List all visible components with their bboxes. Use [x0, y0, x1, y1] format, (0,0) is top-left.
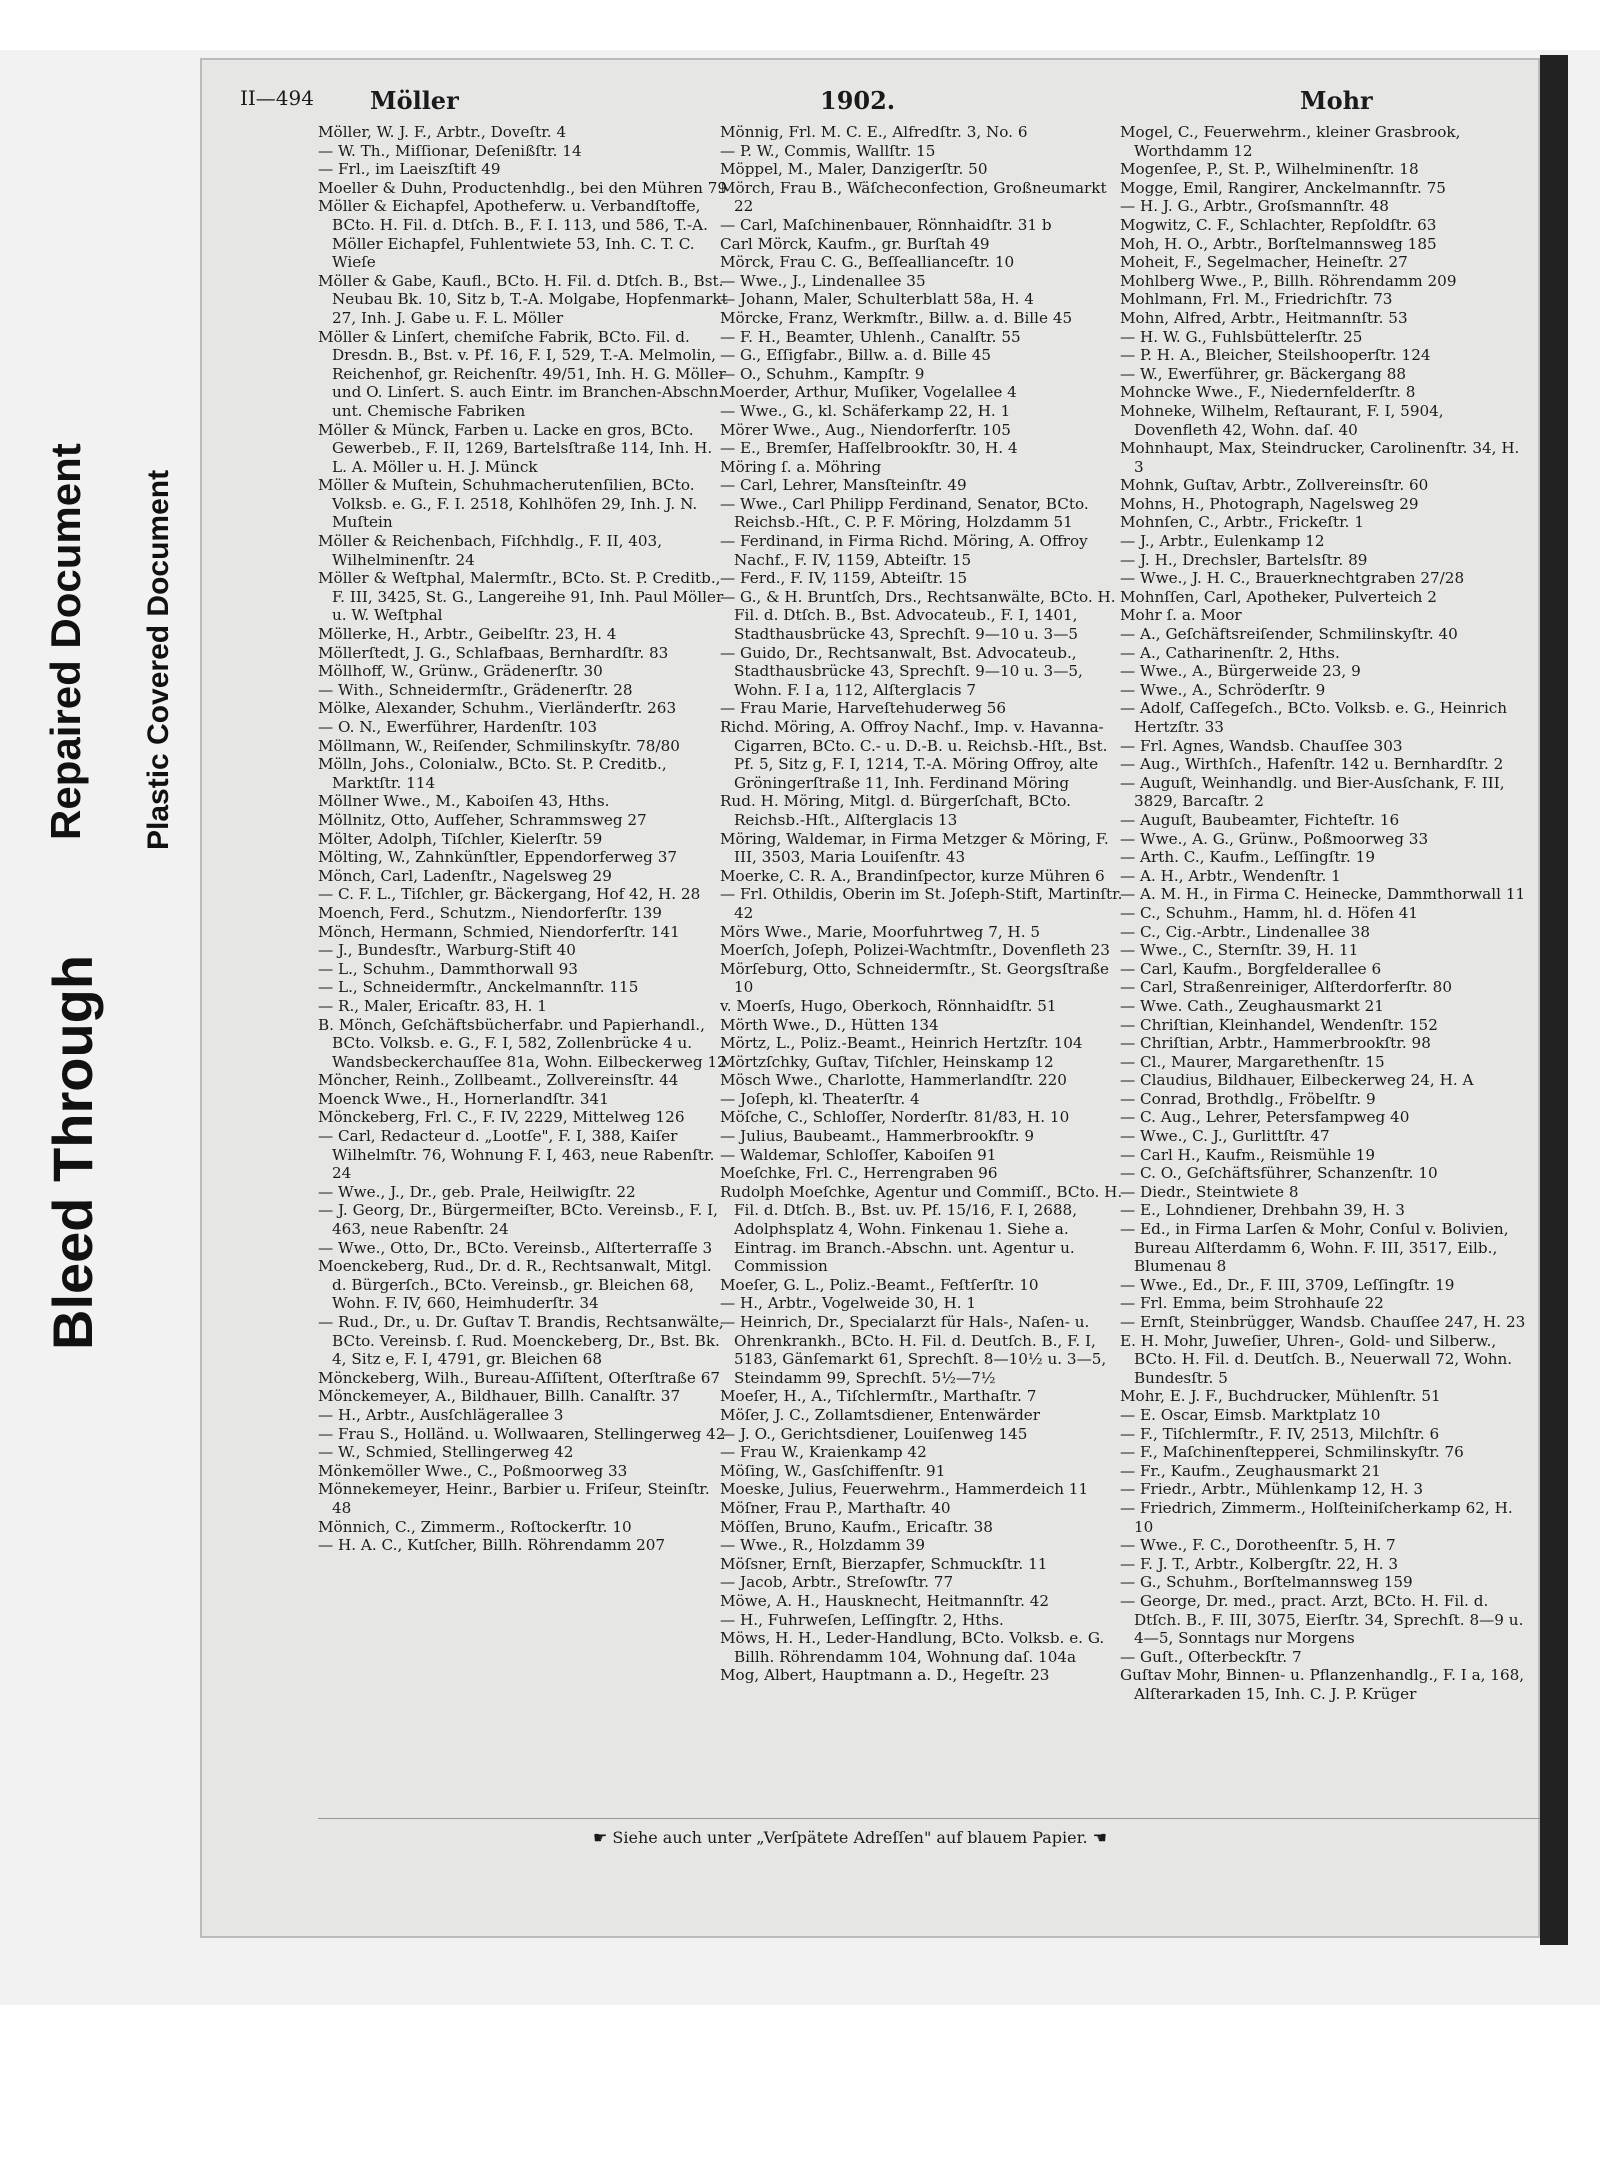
directory-entry: — F., Maſchinenſtepperei, Schmilinskyſtr. 76 — [1120, 1443, 1464, 1462]
directory-entry: Möwe, A. H., Hausknecht, Heitmannſtr. 42 — [720, 1591, 1050, 1610]
directory-entry: Moenckeberg, Rud., Dr. d. R., Rechtsanwalt, Mitgl. d. Bürgerſch., BCto. Vereinsb., gr. Bleichen 68, Wohn. F. IV, 660, Heimhuderſtr. 34 — [318, 1257, 712, 1313]
directory-entry: Möller & Weſtphal, Malermſtr., BCto. St. P. Creditb., F. III, 3425, St. G., Langereihe 91, Inh. Paul Möller u. W. Weſtphal — [318, 569, 724, 625]
directory-entry: — Waldemar, Schloſſer, Kaboiſen 91 — [720, 1145, 997, 1164]
directory-entry: — Julius, Baubeamt., Hammerbrookſtr. 9 — [720, 1127, 1035, 1146]
directory-entry: Möſche, C., Schloſſer, Norderſtr. 81/83, H. 10 — [720, 1108, 1070, 1127]
directory-entry: Möllner Wwe., M., Kaboiſen 43, Hths. — [318, 792, 610, 811]
column-1 — [318, 123, 728, 1555]
directory-entry: — Conrad, Brothdlg., Fröbelſtr. 9 — [1120, 1089, 1376, 1108]
directory-entry: Mogenſee, P., St. P., Wilhelminenſtr. 18 — [1120, 160, 1419, 179]
directory-entry: — H. A. C., Kutſcher, Billh. Röhrendamm 207 — [318, 1536, 666, 1555]
directory-entry: Möllmann, W., Reiſender, Schmilinskyſtr. 78/80 — [318, 736, 680, 755]
directory-entry: Möring ſ. a. Möhring — [720, 457, 882, 476]
header-right-keyword: Mohr — [1300, 86, 1373, 115]
directory-entry: — Guſt., Oſterbeckſtr. 7 — [1120, 1647, 1302, 1666]
directory-entry: — Cl., Maurer, Margarethenſtr. 15 — [1120, 1052, 1385, 1071]
directory-entry: — Wwe., J. H. C., Brauerknechtgraben 27/28 — [1120, 569, 1465, 588]
directory-entry: Mohneke, Wilhelm, Reſtaurant, F. I, 5904, Dovenfleth 42, Wohn. daſ. 40 — [1120, 401, 1444, 439]
directory-entry: — C. F. L., Tiſchler, gr. Bäckergang, Hof 42, H. 28 — [318, 885, 701, 904]
directory-entry: — H., Arbtr., Vogelweide 30, H. 1 — [720, 1294, 977, 1313]
directory-entry: Mohlberg Wwe., P., Billh. Röhrendamm 209 — [1120, 271, 1457, 290]
directory-entry: Mörſeburg, Otto, Schneidermſtr., St. Georgsſtraße 10 — [720, 959, 1110, 997]
directory-entry: — F. H., Beamter, Uhlenh., Canalſtr. 55 — [720, 327, 1021, 346]
directory-entry: — Wwe., C., Sternſtr. 39, H. 11 — [1120, 941, 1359, 960]
directory-entry: — J. Georg, Dr., Bürgermeiſter, BCto. Vereinsb., F. I, 463, neue Rabenſtr. 24 — [318, 1201, 718, 1239]
directory-entry: Mohns, H., Photograph, Nagelsweg 29 — [1120, 494, 1419, 513]
directory-entry: — J. O., Gerichtsdiener, Louiſenweg 145 — [720, 1424, 1028, 1443]
directory-entry: — Carl, Maſchinenbauer, Rönnhaidſtr. 31 b — [720, 215, 1052, 234]
directory-entry: — W., Ewerführer, gr. Bäckergang 88 — [1120, 364, 1407, 383]
plastic-covered-label: Plastic Covered Document — [142, 469, 175, 850]
directory-entry: Mönckemeyer, A., Bildhauer, Billh. Canalſtr. 37 — [318, 1387, 681, 1406]
directory-entry: — H. W. G., Fuhlsbüttelerſtr. 25 — [1120, 327, 1363, 346]
directory-entry: Mohnſſen, Carl, Apotheker, Pulverteich 2 — [1120, 587, 1437, 606]
directory-entry: Rud. H. Möring, Mitgl. d. Bürgerſchaft, BCto. Reichsb.-Hſt., Alſterglacis 13 — [720, 792, 1071, 829]
directory-entry: — Jacob, Arbtr., Streſowſtr. 77 — [720, 1573, 954, 1592]
directory-entry: Mörck, Frau C. G., Beſſeallianceſtr. 10 — [720, 253, 1015, 272]
directory-entry: — E., Bremſer, Haſſelbrookſtr. 30, H. 4 — [720, 439, 1018, 458]
directory-entry: Möllhoff, W., Grünw., Grädenerſtr. 30 — [318, 662, 603, 681]
directory-entry: — Heinrich, Dr., Specialarzt für Hals-, Naſen- u. Ohrenkrankh., BCto. H. Fil. d. Deutſch. B., F. I, 5183, Gänſemarkt 61, Sprechſt. 8—10½ u. 3—5, Steindamm 99, Sprechſt. 5½—7½ — [720, 1313, 1107, 1387]
directory-entry: Mörch, Frau B., Wäſcheconfection, Großneumarkt 22 — [720, 178, 1107, 216]
directory-entry: Möller & Gabe, Kaufl., BCto. H. Fil. d. Dtſch. B., Bst. Neubau Bk. 10, Sitz b, T.-A. Molgabe, Hopfenmarkt 27, Inh. J. Gabe u. F. L. Möller — [318, 271, 728, 327]
footer-rule — [318, 1818, 1548, 1819]
directory-entry: Moeske, Julius, Feuerwehrm., Hammerdeich 11 — [720, 1480, 1089, 1499]
directory-entry: B. Mönch, Geſchäftsbücherfabr. und Papierhandl., BCto. Volksb. e. G., F. I, 582, Zollenbrücke 4 u. Wandsbeckerchauſſee 81a, Wohn. Eilbeckerweg 12 — [318, 1015, 727, 1071]
directory-entry: — With., Schneidermſtr., Grädenerſtr. 28 — [318, 680, 633, 699]
directory-entry: — C., Cig.-Arbtr., Lindenallee 38 — [1120, 922, 1370, 941]
directory-entry: Möller, W. J. F., Arbtr., Doveſtr. 4 — [318, 123, 567, 141]
directory-entry: — Ferdinand, in Firma Richd. Möring, A. Offroy Nachf., F. IV, 1159, Abteiſtr. 15 — [720, 532, 1088, 569]
directory-entry: Mörer Wwe., Aug., Niendorferſtr. 105 — [720, 420, 1011, 439]
directory-entry: — Arth. C., Kaufm., Leſſingſtr. 19 — [1120, 848, 1376, 867]
directory-entry: Mönnich, C., Zimmerm., Roſtockerſtr. 10 — [318, 1517, 632, 1536]
directory-entry: Guſtav Mohr, Binnen- u. Pflanzenhandlg., F. I a, 168, Alſterarkaden 15, Inh. C. J. P. Krüger — [1120, 1666, 1525, 1703]
directory-entry: Möſsner, Ernſt, Bierzapfer, Schmuckſtr. 11 — [720, 1554, 1048, 1573]
directory-entry: Mohnk, Guſtav, Arbtr., Zollvereinsſtr. 60 — [1120, 476, 1429, 495]
directory-entry: — Rud., Dr., u. Dr. Guſtav T. Brandis, Rechtsanwälte, BCto. Vereinsb. ſ. Rud. Moenckeberg, Dr., Bst. Bk. 4, Sitz e, F. I, 4791, gr. Bleichen 68 — [318, 1313, 724, 1369]
directory-entry: — Frl. Othildis, Oberin im St. Joſeph-Stift, Martinſtr. 42 — [720, 885, 1123, 922]
directory-entry: Rudolph Moeſchke, Agentur und Commiſſ., BCto. H. Fil. d. Dtſch. B., Bst. uv. Pf. 15/16, F. I, 2688, Adolphsplatz 4, Wohn. Finkenau 1. Siehe a. Eintrag. im Branch.-Abschn. unt. Agentur u. Commission — [720, 1182, 1123, 1276]
directory-entry: — Joſeph, kl. Theaterſtr. 4 — [720, 1089, 920, 1108]
directory-entry: Mohlmann, Frl. M., Friedrichſtr. 73 — [1120, 290, 1393, 309]
directory-entry: — P. H. A., Bleicher, Steilshooperſtr. 124 — [1120, 346, 1431, 365]
directory-entry: — Ernſt, Steinbrügger, Wandsb. Chauſſee 247, H. 23 — [1120, 1313, 1526, 1331]
directory-entry: Mohnſen, C., Arbtr., Frickeſtr. 1 — [1120, 513, 1364, 532]
directory-entry: Mörs Wwe., Marie, Moorfuhrtweg 7, H. 5 — [720, 922, 1041, 941]
directory-entry: — Ed., in Firma Larſen & Mohr, Conſul v. Bolivien, Bureau Alſterdamm 6, Wohn. F. III, 3517, Eilb., Blumenau 8 — [1120, 1220, 1509, 1276]
directory-entry: Möſner, Frau P., Marthaſtr. 40 — [720, 1498, 951, 1517]
directory-entry: Moerſch, Joſeph, Polizei-Wachtmſtr., Dovenfleth 23 — [720, 941, 1110, 960]
directory-entry: — Wwe. Cath., Zeughausmarkt 21 — [1120, 996, 1384, 1015]
directory-entry: Moenck Wwe., H., Hornerlandſtr. 341 — [318, 1089, 609, 1108]
directory-entry: Moeller & Duhn, Productenhdlg., bei den Mühren 79 — [318, 178, 728, 197]
directory-entry: — Wwe., Otto, Dr., BCto. Vereinsb., Alſterterraſſe 3 — [318, 1238, 713, 1257]
footer-note: ☛ Siehe auch unter „Verſpätete Adreſſen" auf blauem Papier. ☚ — [592, 1828, 1108, 1847]
column-2 — [720, 123, 1130, 1685]
directory-entry: Moeſchke, Frl. C., Herrengraben 96 — [720, 1164, 998, 1183]
directory-entry: Moerder, Arthur, Muſiker, Vogelallee 4 — [720, 383, 1017, 402]
scan-edge-band — [1540, 55, 1568, 1945]
directory-entry: Mörth Wwe., D., Hütten 134 — [720, 1015, 939, 1034]
directory-entry: — W., Schmied, Stellingerweg 42 — [318, 1443, 574, 1462]
directory-entry: — A., Geſchäftsreiſender, Schmilinskyſtr. 40 — [1120, 625, 1458, 644]
directory-entry: — Frl. Agnes, Wandsb. Chauſſee 303 — [1120, 736, 1403, 755]
directory-entry: Mönckeberg, Wilh., Bureau-Aſſiſtent, Oſterſtraße 67 — [318, 1368, 721, 1387]
directory-entry: — Diedr., Steintwiete 8 — [1120, 1182, 1299, 1201]
directory-entry: — Frau Marie, Harveſtehuderweg 56 — [720, 699, 1007, 718]
directory-entry: — G., Schuhm., Borſtelmannsweg 159 — [1120, 1573, 1413, 1592]
directory-entry: Mohncke Wwe., F., Niedernfelderſtr. 8 — [1120, 383, 1416, 402]
directory-entry: — C. Aug., Lehrer, Petersfampweg 40 — [1120, 1108, 1410, 1127]
directory-entry: — Wwe., A. G., Grünw., Poßmoorweg 33 — [1120, 829, 1429, 848]
directory-entry: Mösch Wwe., Charlotte, Hammerlandſtr. 220 — [720, 1071, 1067, 1090]
directory-entry: — Frl. Emma, beim Strohhauſe 22 — [1120, 1294, 1384, 1313]
directory-entry: — Carl, Lehrer, Mansſteinſtr. 49 — [720, 476, 967, 495]
directory-entry: — Wwe., F. C., Dorotheenſtr. 5, H. 7 — [1120, 1536, 1396, 1555]
directory-entry: — Wwe., A., Schröderſtr. 9 — [1120, 680, 1326, 699]
directory-entry: — Auguſt, Weinhandlg. und Bier-Ausſchank, F. III, 3829, Barcaſtr. 2 — [1120, 773, 1505, 811]
directory-entry: Mönnekemeyer, Heinr., Barbier u. Friſeur, Steinſtr. 48 — [318, 1480, 710, 1517]
directory-entry: — F. J. T., Arbtr., Kolbergſtr. 22, H. 3 — [1120, 1554, 1399, 1573]
directory-entry: — Wwe., J., Lindenallee 35 — [720, 271, 926, 290]
directory-entry: Mölke, Alexander, Schuhm., Vierländerſtr. 263 — [318, 699, 677, 718]
directory-entry: Mohnhaupt, Max, Steindrucker, Carolinenſtr. 34, H. 3 — [1120, 439, 1520, 476]
directory-entry: — A. H., Arbtr., Wendenſtr. 1 — [1120, 866, 1341, 885]
directory-page — [200, 58, 1540, 1938]
directory-entry: — Carl, Kaufm., Borgfelderallee 6 — [1120, 959, 1382, 978]
directory-entry: — Frl., im Laeiszſtift 49 — [318, 160, 501, 179]
directory-entry: Mönch, Carl, Ladenſtr., Nagelsweg 29 — [318, 866, 612, 885]
directory-entry: — Ferd., F. IV, 1159, Abteiſtr. 15 — [720, 569, 968, 588]
directory-entry: Mönkemöller Wwe., C., Poßmoorweg 33 — [318, 1461, 628, 1480]
directory-entry: Möller & Linſert, chemiſche Fabrik, BCto. Fil. d. Dresdn. B., Bst. v. Pf. 16, F. I, 529, T.-A. Melmolin, Reichenhof, gr. Reichenſtr. 49/51, Inh. H. G. Möller und O. Linſert. S. auch Eintr. im Branchen-Abschn. unt. Chemische Fabriken — [318, 327, 726, 420]
directory-entry: — Wwe., J., Dr., geb. Prale, Heilwigſtr. 22 — [318, 1182, 636, 1201]
directory-entry: Möller & Münck, Farben u. Lacke en gros, BCto. Gewerbeb., F. II, 1269, Bartelsſtraße 114, Inh. H. L. A. Möller u. H. J. Münck — [318, 420, 713, 476]
directory-entry: — Carl H., Kaufm., Reismühle 19 — [1120, 1145, 1376, 1164]
directory-entry: Mog, Albert, Hauptmann a. D., Hegeſtr. 23 — [720, 1666, 1050, 1685]
directory-entry: — H., Fuhrweſen, Leſſingſtr. 2, Hths. — [720, 1610, 1004, 1629]
directory-entry: — Claudius, Bildhauer, Eilbeckerweg 24, H. A — [1120, 1071, 1474, 1090]
directory-entry: Moench, Ferd., Schutzm., Niendorferſtr. 139 — [318, 903, 662, 922]
page-header — [240, 86, 1500, 126]
directory-entry: — Guido, Dr., Rechtsanwalt, Bst. Advocateub., Stadthausbrücke 43, Sprechſt. 9—10 u. 3—5, Wohn. F. I a, 112, Alſterglacis 7 — [720, 643, 1083, 699]
directory-entry: — Chriſtian, Arbtr., Hammerbrookſtr. 98 — [1120, 1034, 1431, 1053]
directory-entry: Möller & Eichapfel, Apotheferw. u. Verbandſtoffe, BCto. H. Fil. d. Dtſch. B., F. I. 113, und 586, T.-A. Möller Eichapfel, Fuhlentwiete 53, Inh. C. T. C. Wieſe — [318, 197, 708, 272]
directory-entry: Mölting, W., Zahnkünſtler, Eppendorferweg 37 — [318, 848, 678, 867]
directory-entry: Mohr ſ. a. Moor — [1120, 606, 1242, 625]
directory-entry: Möſer, J. C., Zollamtsdiener, Entenwärder — [720, 1405, 1041, 1424]
directory-entry: Mönnig, Frl. M. C. E., Alfredſtr. 3, No. 6 — [720, 123, 1028, 141]
directory-entry: — R., Maler, Ericaſtr. 83, H. 1 — [318, 996, 547, 1015]
directory-entry: — George, Dr. med., pract. Arzt, BCto. H. Fil. d. Dtſch. B., F. III, 3075, Eierſtr. 34, Sprechſt. 8—9 u. 4—5, Sonntags nur Morgens — [1120, 1591, 1524, 1648]
directory-entry: — J., Bundesſtr., Warburg-Stift 40 — [318, 941, 576, 960]
directory-entry: Mölln, Johs., Colonialw., BCto. St. P. Creditb., Marktſtr. 114 — [318, 755, 667, 792]
directory-entry: Möppel, M., Maler, Danzigerſtr. 50 — [720, 160, 988, 179]
directory-entry: — Wwe., G., kl. Schäferkamp 22, H. 1 — [720, 401, 1011, 420]
bleed-through-label: Bleed Through — [41, 954, 104, 1350]
directory-entry: Möllnitz, Otto, Aufſeher, Schrammsweg 27 — [318, 810, 647, 829]
directory-entry: Richd. Möring, A. Offroy Nachf., Imp. v. Havanna-Cigarren, BCto. C.- u. D.-B. u. Reichsb.-Hſt., Bst. Pf. 5, Sitz g, F. I, 1214, T.-A. Möring Offroy, alte Gröningerſtraße 11, Inh. Ferdinand Möring — [720, 718, 1108, 792]
directory-entry: — E. Oscar, Eimsb. Marktplatz 10 — [1120, 1405, 1381, 1424]
directory-entry: Mölter, Adolph, Tiſchler, Kielerſtr. 59 — [318, 829, 603, 848]
directory-entry: — Wwe., R., Holzdamm 39 — [720, 1536, 925, 1555]
directory-entry: — L., Schuhm., Dammthorwall 93 — [318, 959, 578, 978]
directory-entry: — P. W., Commis, Wallſtr. 15 — [720, 141, 936, 160]
directory-entry: Möncher, Reinh., Zollbeamt., Zollvereinsſtr. 44 — [318, 1071, 679, 1090]
directory-entry: — Friedr., Arbtr., Mühlenkamp 12, H. 3 — [1120, 1480, 1424, 1499]
directory-entry: — G., & H. Bruntſch, Drs., Rechtsanwälte, BCto. H. Fil. d. Dtſch. B., Bst. Advocateub., F. I, 1401, Stadthausbrücke 43, Sprechſt. 9—10 u. 3—5 — [720, 587, 1116, 644]
directory-entry: — Adolf, Caſſegeſch., BCto. Volksb. e. G., Heinrich Hertzſtr. 33 — [1120, 699, 1508, 736]
directory-entry: Mohn, Alfred, Arbtr., Heitmannſtr. 53 — [1120, 308, 1408, 327]
directory-entry: Moh, H. O., Arbtr., Borſtelmannsweg 185 — [1120, 234, 1437, 253]
directory-entry: Moeſer, G. L., Poliz.-Beamt., Feſtſerſtr. 10 — [720, 1275, 1039, 1294]
directory-entry: — C. O., Geſchäftsführer, Schanzenſtr. 10 — [1120, 1164, 1438, 1183]
directory-entry: — H., Arbtr., Ausſchlägerallee 3 — [318, 1405, 564, 1424]
header-year: 1902. — [820, 86, 896, 115]
side-labels — [20, 330, 190, 1380]
directory-entry: — Johann, Maler, Schulterblatt 58a, H. 4 — [720, 290, 1034, 309]
directory-entry: — Chriſtian, Kleinhandel, Wendenſtr. 152 — [1120, 1015, 1438, 1034]
directory-entry: Möſſen, Bruno, Kaufm., Ericaſtr. 38 — [720, 1517, 993, 1536]
directory-entry: Mogel, C., Feuerwehrm., kleiner Grasbrook, Worthdamm 12 — [1120, 123, 1461, 160]
directory-entry: — L., Schneidermſtr., Anckelmannſtr. 115 — [318, 978, 639, 997]
directory-entry: — O., Schuhm., Kampſtr. 9 — [720, 364, 925, 383]
directory-entry: — Wwe., C. J., Gurlittſtr. 47 — [1120, 1127, 1330, 1146]
directory-entry: — Carl, Redacteur d. „Lootſe", F. I, 388, Kaiſer Wilhelmſtr. 76, Wohnung F. I, 463, neue Rabenſtr. 24 — [318, 1127, 715, 1183]
directory-entry: Möllerke, H., Arbtr., Geibelſtr. 23, H. 4 — [318, 625, 617, 644]
directory-entry: — Wwe., Ed., Dr., F. III, 3709, Leſſingſtr. 19 — [1120, 1275, 1455, 1294]
column-3 — [1120, 123, 1530, 1703]
directory-entry: — Frau W., Kraienkamp 42 — [720, 1443, 927, 1462]
directory-entry: Mönckeberg, Frl. C., F. IV, 2229, Mittelweg 126 — [318, 1108, 685, 1127]
directory-entry: — Frau S., Holländ. u. Wollwaaren, Stellingerweg 42 — [318, 1424, 726, 1443]
directory-entry: — J. H., Drechsler, Bartelsſtr. 89 — [1120, 550, 1368, 569]
page-number: II—494 — [240, 86, 314, 110]
directory-entry: — Friedrich, Zimmerm., Holſteiniſcherkamp 62, H. 10 — [1120, 1498, 1513, 1536]
directory-entry: Möſing, W., Gasſchiffenſtr. 91 — [720, 1461, 946, 1480]
directory-entry: Mörcke, Franz, Werkmſtr., Billw. a. d. Bille 45 — [720, 308, 1073, 327]
directory-entry: Mohr, E. J. F., Buchdrucker, Mühlenſtr. 51 — [1120, 1387, 1441, 1406]
directory-entry: v. Moerſs, Hugo, Oberkoch, Rönnhaidſtr. 51 — [720, 996, 1057, 1015]
directory-entry: Mönch, Hermann, Schmied, Niendorferſtr. 141 — [318, 922, 680, 941]
directory-entry: Mogge, Emil, Rangirer, Anckelmannſtr. 75 — [1120, 178, 1446, 197]
directory-entry: — Auguſt, Baubeamter, Fichteſtr. 16 — [1120, 810, 1400, 829]
directory-entry: — F., Tiſchlermſtr., F. IV, 2513, Milchſtr. 6 — [1120, 1424, 1440, 1443]
directory-entry: Mörtzſchky, Guſtav, Tiſchler, Heinskamp 12 — [720, 1052, 1054, 1071]
directory-entry: — J., Arbtr., Eulenkamp 12 — [1120, 532, 1325, 551]
directory-entry: Möring, Waldemar, in Firma Metzger & Möring, F. III, 3503, Maria Louiſenſtr. 43 — [720, 829, 1109, 867]
directory-entry: Möller & Reichenbach, Fiſchhdlg., F. II, 403, Wilhelminenſtr. 24 — [318, 532, 663, 569]
directory-entry: Mogwitz, C. F., Schlachter, Repſoldſtr. 63 — [1120, 215, 1437, 234]
directory-entry: — O. N., Ewerführer, Hardenſtr. 103 — [318, 718, 598, 736]
directory-entry: Möllerſtedt, J. G., Schlafbaas, Bernhardſtr. 83 — [318, 643, 669, 662]
directory-entry: — A. M. H., in Firma C. Heinecke, Dammthorwall 11 — [1120, 885, 1526, 904]
directory-entry: — Wwe., A., Bürgerweide 23, 9 — [1120, 662, 1361, 681]
directory-entry: Moeſer, H., A., Tiſchlermſtr., Marthaſtr. 7 — [720, 1387, 1037, 1406]
directory-entry: E. H. Mohr, Juweſier, Uhren-, Gold- und Silberw., BCto. H. Fil. d. Deutſch. B., Neuerwall 72, Wohn. Bundesſtr. 5 — [1120, 1331, 1513, 1387]
directory-entry: — A., Catharinenſtr. 2, Hths. — [1120, 643, 1340, 662]
directory-entry: — Wwe., Carl Philipp Ferdinand, Senator, BCto. Reichsb.-Hſt., C. P. F. Möring, Holzdamm 51 — [720, 494, 1089, 532]
repaired-document-label: Repaired Document — [42, 443, 89, 840]
directory-entry: Moheit, F., Segelmacher, Heineſtr. 27 — [1120, 253, 1408, 272]
directory-entry: Möws, H. H., Leder-Handlung, BCto. Volksb. e. G. Billh. Röhrendamm 104, Wohnung daſ. 104a — [720, 1629, 1105, 1666]
directory-entry: — C., Schuhm., Hamm, hl. d. Höfen 41 — [1120, 903, 1419, 922]
directory-entry: Moerke, C. R. A., Brandinſpector, kurze Mühren 6 — [720, 866, 1105, 885]
directory-entry: — H. J. G., Arbtr., Groſsmannſtr. 48 — [1120, 197, 1389, 216]
header-left-keyword: Möller — [370, 86, 459, 115]
directory-entry: — W. Th., Miſſionar, Deſenißſtr. 14 — [318, 141, 582, 160]
directory-entry: — Carl, Straßenreiniger, Alſterdorferſtr. 80 — [1120, 978, 1452, 997]
directory-entry: Carl Mörck, Kaufm., gr. Burſtah 49 — [720, 234, 990, 253]
directory-entry: — E., Lohndiener, Drehbahn 39, H. 3 — [1120, 1201, 1405, 1220]
directory-entry: — Aug., Wirthſch., Hafenſtr. 142 u. Bernhardſtr. 2 — [1120, 755, 1504, 774]
directory-entry: Mörtz, L., Poliz.-Beamt., Heinrich Hertzſtr. 104 — [720, 1034, 1083, 1053]
directory-entry: — Fr., Kaufm., Zeughausmarkt 21 — [1120, 1461, 1381, 1480]
directory-entry: Möller & Muſtein, Schuhmacherutenſilien, BCto. Volksb. e. G., F. I. 2518, Kohlhöfen 29, Inh. J. N. Muſtein — [318, 476, 698, 532]
directory-entry: — G., Eſſigfabr., Billw. a. d. Bille 45 — [720, 346, 992, 365]
